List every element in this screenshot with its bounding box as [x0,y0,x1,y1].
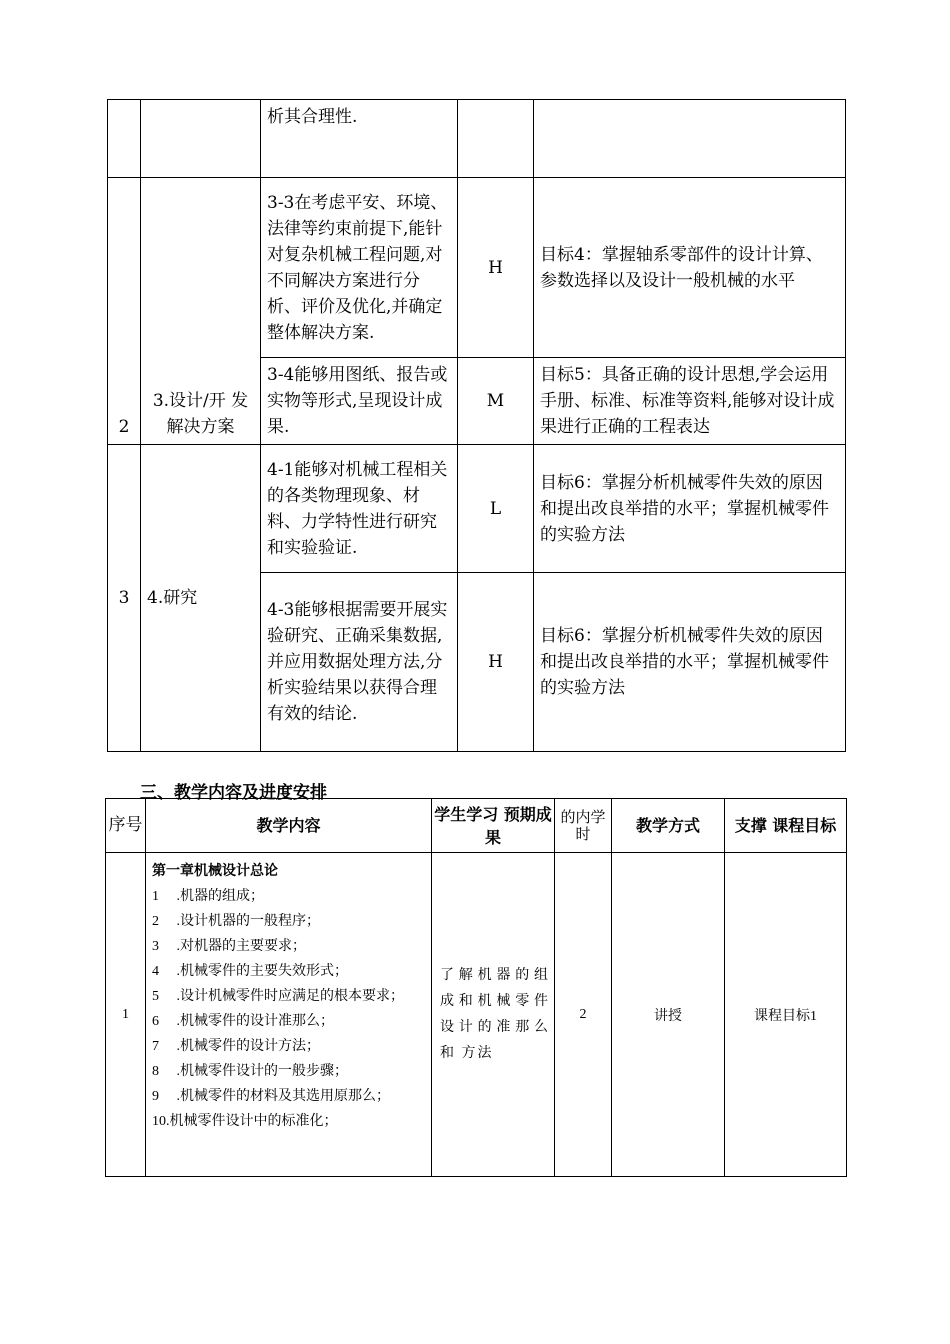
list-item: 1 .机器的组成； [152,889,264,904]
teaching-schedule-table [105,798,847,1177]
indicator-cell: 4-3能够根据需要开展实验研究、正确采集数据,并应用数据处理方法,分析实验结果以获得合理有效的结论. [261,573,458,752]
num-cell: 3 [108,445,141,752]
section-title: 三、教学内容及进度安排 [140,783,327,803]
header-row [106,799,847,853]
table-row [108,100,846,178]
requirement-cell: 3.设计/开 发解决方案 [141,178,261,445]
graduation-requirements-table [107,99,846,752]
requirement-cell: 4.研究 [141,445,261,752]
indicator-cell: 3-3在考虑平安、环境、法律等约束前提下,能针对复杂机械工程问题,对不同解决方案进行分析、评价及优化,并确定整体解决方案. [261,178,458,358]
row-num: 1 [106,853,146,1177]
header-goal: 支撑 课程目标 [725,799,847,853]
method-cell: 讲授 [612,853,725,1177]
level-cell: M [458,358,534,445]
goal-cell: 课程目标1 [725,853,847,1177]
goal-cell: 目标6：掌握分析机械零件失效的原因和提出改良举措的水平；掌握机械零件的实验方法 [534,573,846,752]
goal-cell: 目标4：掌握轴系零部件的设计计算、参数选择以及设计一般机械的水平 [534,178,846,358]
num-cell: 2 [108,178,141,445]
list-item: 4 .机械零件的主要失效形式； [152,964,348,979]
table-row [108,445,846,573]
content-cell [146,853,432,1177]
indicator-cell: 3-4能够用图纸、报告或实物等形式,呈现设计成果. [261,358,458,445]
header-outcome: 学生学习 预期成果 [432,799,555,853]
level-cell: H [458,178,534,358]
header-content: 教学内容 [146,799,432,853]
header-hours: 的内学时 [555,799,612,853]
requirement-cell [141,100,261,178]
goal-cell [534,100,846,178]
table-row [106,853,847,1177]
indicator-cell: 析其合理性. [261,100,458,178]
goal-cell: 目标6：掌握分析机械零件失效的原因和提出改良举措的水平；掌握机械零件的实验方法 [534,445,846,573]
header-method: 教学方式 [612,799,725,853]
list-item: 9 .机械零件的材料及其选用原那么； [152,1089,390,1104]
hours-cell: 2 [555,853,612,1177]
list-item: 7 .机械零件的设计方法； [152,1039,320,1054]
list-item: 10.机械零件设计中的标准化； [152,1114,338,1129]
table-row [108,178,846,358]
header-num: 序号 [106,799,146,853]
goal-cell: 目标5：具备正确的设计思想,学会运用手册、标准、标准等资料,能够对设计成果进行正确的工程表达 [534,358,846,445]
level-cell: H [458,573,534,752]
list-item: 3 .对机器的主要要求； [152,939,306,954]
list-item: 8 .机械零件设计的一般步骤； [152,1064,348,1079]
level-cell [458,100,534,178]
outcome-cell: 了解机器的组成和机械零件设计的准那么和 方法 [432,853,555,1177]
num-cell [108,100,141,178]
list-item: 5 .设计机械零件时应满足的根本要求； [152,989,404,1004]
list-item: 2 .设计机器的一般程序； [152,914,320,929]
level-cell: L [458,445,534,573]
indicator-cell: 4-1能够对机械工程相关的各类物理现象、材料、力学特性进行研究和实验验证. [261,445,458,573]
list-item: 6 .机械零件的设计准那么； [152,1014,334,1029]
chapter-title: 第一章机械设计总论 [152,863,278,879]
